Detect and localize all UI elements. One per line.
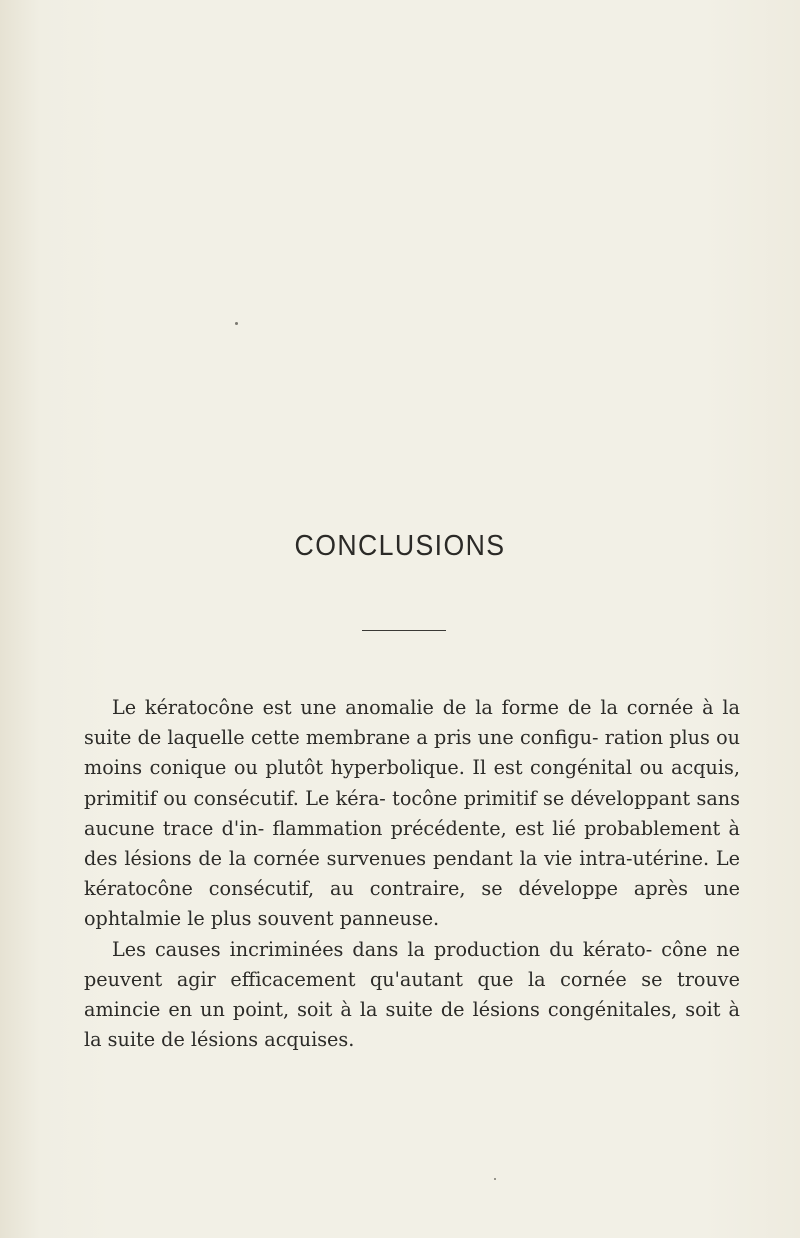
section-title: CONCLUSIONS <box>294 530 506 562</box>
body-text <box>84 693 740 1055</box>
paragraph-1: Le kératocône est une anomalie de la forme de la cornée à la suite de laquelle cette membrane a pris une configu- ration plus ou moins conique ou plutôt hyperbolique. Il est congénital ou acquis, primitif ou consécutif. Le kéra- tocône primitif se développant sans aucune trace d'in- flammation précédente, est lié probablement à des lésions de la cornée survenues pendant la vie intra-utérine. Le kératocône consécutif, au contraire, se développe après une ophtalmie le plus souvent panneuse. <box>84 696 740 931</box>
paragraph-2: Les causes incriminées dans la production du kérato- cône ne peuvent agir efficacement qu'autant que la cornée se trouve amincie en un point, soit à la suite de lésions congénitales, soit à la suite de lésions acquises. <box>84 937 740 1052</box>
paper-speck <box>494 1178 496 1180</box>
title-divider <box>362 630 446 631</box>
paper-speck <box>235 322 238 325</box>
